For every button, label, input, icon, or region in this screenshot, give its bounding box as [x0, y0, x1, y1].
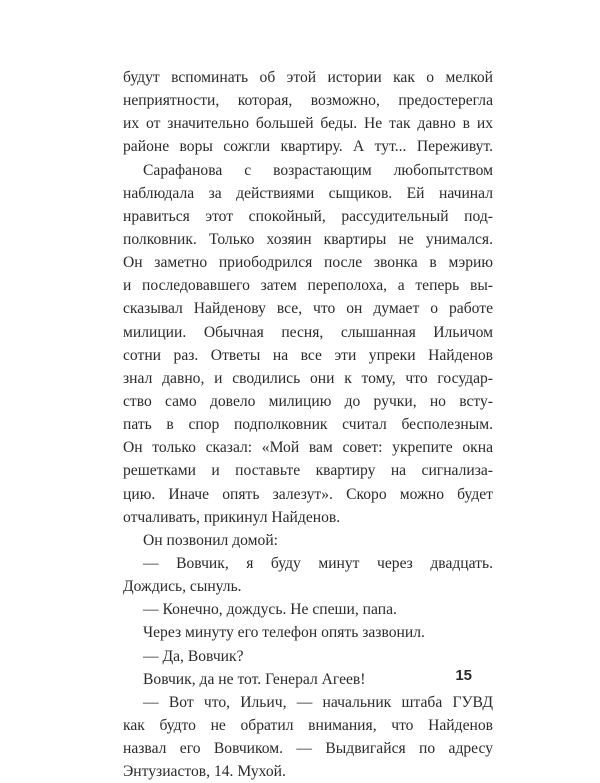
- dialogue-line: — Вот что, Ильич, — начальник штаба ГУВД: [143, 693, 493, 711]
- text-line: цию. Иначе опять залезут». Скоро можно будет: [123, 485, 493, 503]
- text-line: районе воры сожгли квартиру. А тут... Переживут.: [123, 138, 493, 156]
- text-line: Дождись, сынуль.: [123, 578, 242, 596]
- text-line: Он только сказал: «Мой вам совет: укрепите окна: [123, 439, 493, 457]
- dialogue-line: — Вовчик, я буду минут через двадцать.: [143, 554, 493, 572]
- dialogue-line: — Конечно, дождусь. Не спеши, папа.: [143, 601, 397, 619]
- text-line: решетками и поставьте квартиру на сигнализа-: [123, 462, 493, 480]
- text-line: пать в спор подполковник считал бесполезным.: [123, 416, 493, 434]
- text-line: неприятности, которая, возможно, предостерегла: [123, 92, 493, 110]
- text-line: сотни раз. Ответы на все эти упреки Найденов: [123, 346, 493, 364]
- text-line: знал давно, и сводились они к тому, что государ-: [123, 369, 493, 387]
- text-line: и последовавшего затем переполоха, а теперь вы-: [123, 277, 493, 295]
- paragraph-start-line: Вовчик, да не тот. Генерал Агеев!: [143, 670, 366, 688]
- text-line: отчаливать, прикинул Найденов.: [123, 508, 341, 526]
- text-line: сказывал Найденову все, что он думает о работе: [123, 300, 493, 318]
- page-number: 15: [455, 667, 472, 684]
- text-line: милиции. Обычная песня, слышанная Ильичом: [123, 323, 493, 341]
- body-text: [123, 66, 493, 783]
- text-line: полковник. Только хозяин квартиры не унимался.: [123, 230, 493, 248]
- text-line: Он заметно приободрился после звонка в мэрию: [123, 254, 493, 272]
- text-line: назвал его Вовчиком. — Выдвигайся по адресу: [123, 740, 493, 758]
- text-line: будут вспоминать об этой истории как о мелкой: [123, 69, 493, 86]
- text-line: нравиться этот спокойный, рассудительный под-: [123, 207, 493, 225]
- text-line: их от значительно большей беды. Не так давно в их: [123, 115, 493, 133]
- text-line: ство само довело милицию до ручки, но всту-: [123, 392, 493, 410]
- paragraph-start-line: Через минуту его телефон опять зазвонил.: [143, 624, 425, 642]
- paragraph-start-line: Сарафанова с возрастающим любопытством: [143, 161, 493, 179]
- text-line: как будто не обратил внимания, что Найденов: [123, 716, 493, 734]
- text-line: наблюдала за действиями сыщиков. Ей начинал: [123, 184, 493, 202]
- text-line: Энтузиастов, 14. Мухой.: [123, 763, 286, 781]
- dialogue-line: — Да, Вовчик?: [143, 647, 244, 665]
- paragraph-start-line: Он позвонил домой:: [143, 531, 279, 549]
